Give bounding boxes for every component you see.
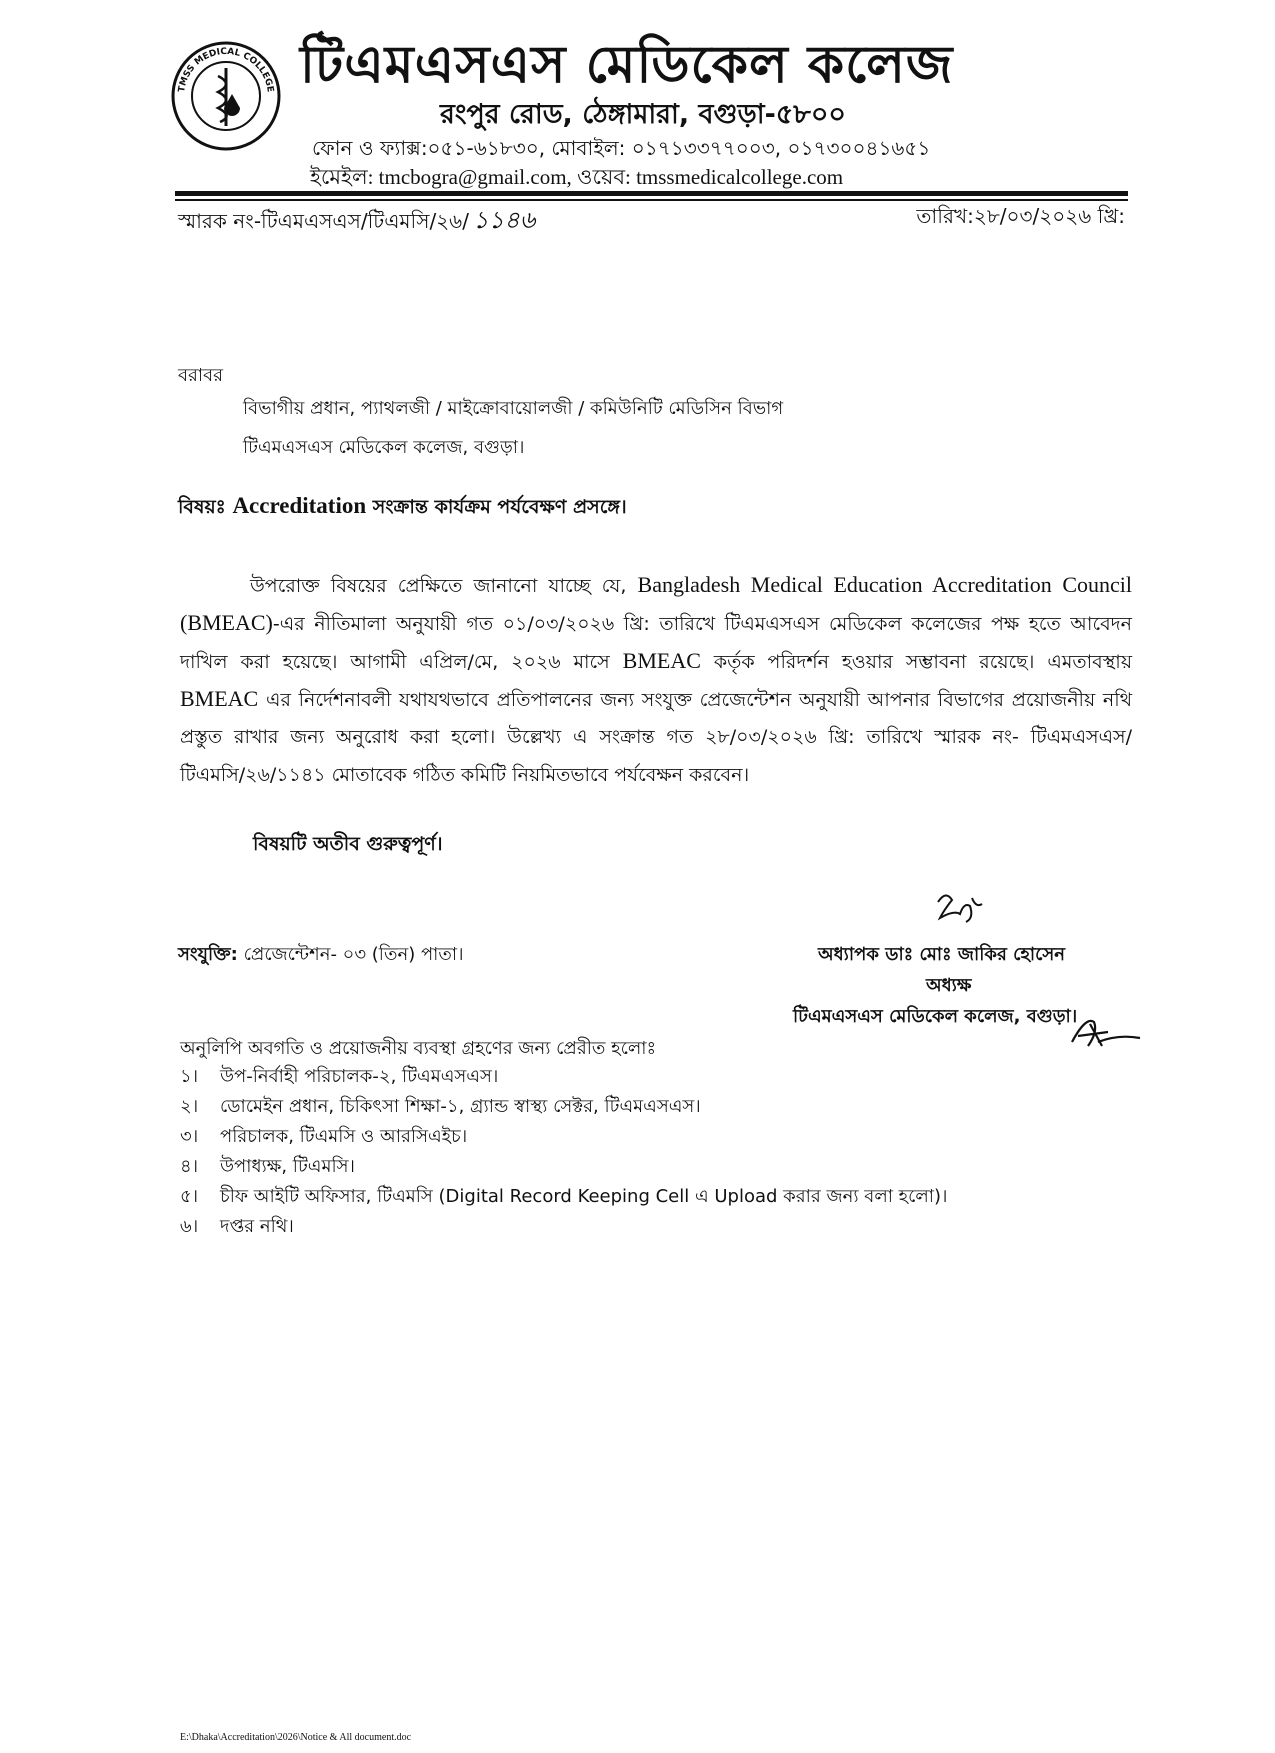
cc-item-text: চীফ আইটি অফিসার, টিএমসি (Digital Record Keeping Cell এ Upload করার জন্য বলা হলো)। — [220, 1186, 948, 1207]
body-paragraph — [180, 566, 1132, 794]
body-text: প্রস্তুত রাখার জন্য অনুরোধ করা হলো। উল্লেখ্য এ সংক্রান্ত গত ২৮/০৩/২০২৬ খ্রি: তারিখে স্মারক নং- টিএমএসএস/ — [180, 726, 1132, 748]
body-text: -এর নীতিমালা অনুযায়ী গত ০১/০৩/২০২৬ খ্রি: তারিখে টিএমএসএস মেডিকেল কলেজের পক্ষ হতে আবেদন — [272, 613, 1132, 635]
recipient-line-1: বিভাগীয় প্রধান, প্যাথলজী / মাইক্রোবায়োলজী / কমিউনিটি মেডিসিন বিভাগ — [243, 398, 784, 419]
cc-item-number: ১। — [180, 1066, 199, 1087]
body-text: এর নির্দেশনাবলী যথাযথভাবে প্রতিপালনের জন্য সংযুক্ত প্রেজেন্টেশন অনুযায়ী আপনার বিভাগের প্রয়োজনীয় নথি — [265, 689, 1132, 711]
header-rule-thick — [175, 191, 1128, 196]
email-web-line: ইমেইল: tmcbogra@gmail.com, ওয়েব: tmssmedicalcollege.com — [310, 165, 844, 189]
importance-note: বিষয়টি অতীব গুরুত্বপূর্ণ। — [253, 833, 443, 855]
signatory-org: টিএমএসএস মেডিকেল কলেজ, বগুড়া। — [793, 1006, 1078, 1027]
cc-item-number: ২। — [180, 1096, 199, 1117]
cc-item — [180, 1152, 947, 1182]
cc-item-text: পরিচালক, টিএমসি ও আরসিএইচ। — [220, 1126, 468, 1147]
signatory-title: অধ্যক্ষ — [926, 975, 972, 996]
college-name: টিএমএসএস মেডিকেল কলেজ — [300, 35, 954, 95]
cc-item-number: ৬। — [180, 1216, 199, 1237]
college-address: রংপুর রোড, ঠেঙ্গামারা, বগুড়া-৫৮০০ — [440, 99, 846, 130]
subject-text: সংক্রান্ত কার্যক্রম পর্যবেক্ষণ প্রসঙ্গে। — [372, 496, 627, 518]
subject-line — [178, 493, 627, 525]
attachment-line — [178, 940, 464, 971]
subject-english: Accreditation — [232, 493, 367, 518]
memo-number — [178, 202, 535, 242]
body-text: দাখিল করা হয়েছে। আগামী এপ্রিল/মে, ২০২৬ মাসে — [180, 651, 610, 673]
subject-label: বিষয়ঃ — [178, 496, 226, 518]
attachment-text: প্রেজেন্টেশন- ০৩ (তিন) পাতা। — [243, 944, 464, 965]
body-text: উপরোক্ত বিষয়ের প্রেক্ষিতে জানানো যাচ্ছে যে, — [250, 575, 627, 597]
cc-item — [180, 1062, 947, 1092]
contact-line: ফোন ও ফ্যাক্স:০৫১-৬১৮৩০, মোবাইল: ০১৭১৩৩৭৭০০৩, ০১৭৩০০৪১৬৫১ — [312, 136, 931, 160]
cc-item — [180, 1212, 947, 1242]
body-text-en: Bangladesh Medical Education Accreditation Council — [637, 572, 1133, 597]
memo-prefix: স্মারক নং-টিএমএসএস/টিএমসি/২৬/ — [178, 209, 469, 233]
cc-item — [180, 1092, 947, 1122]
cc-item — [180, 1122, 947, 1152]
cc-item-text: দপ্তর নথি। — [220, 1216, 294, 1237]
body-text: কর্তৃক পরিদর্শন হওয়ার সম্ভাবনা রয়েছে। এমতাবস্থায় — [713, 651, 1133, 673]
cc-item-number: ৫। — [180, 1186, 199, 1207]
memo-handwritten-number: ১১৪৬ — [472, 206, 536, 234]
body-text-en: (BMEAC) — [180, 610, 273, 635]
cc-heading: অনুলিপি অবগতি ও প্রয়োজনীয় ব্যবস্থা গ্রহণের জন্য প্রেরীত হলোঃ — [180, 1038, 657, 1059]
header-rule-thin — [175, 199, 1128, 201]
body-text-en: BMEAC — [180, 686, 259, 711]
cc-item-text: ডোমেইন প্রধান, চিকিৎসা শিক্ষা-১, গ্র্যান্ড স্বাস্থ্য সেক্টর, টিএমএসএস। — [220, 1096, 701, 1117]
body-line — [180, 604, 1132, 642]
recipient-line-2: টিএমএসএস মেডিকেল কলেজ, বগুড়া। — [243, 437, 525, 458]
cc-list — [180, 1062, 947, 1242]
cc-item — [180, 1182, 947, 1212]
body-line — [180, 718, 1132, 756]
recipient-label: বরাবর — [178, 365, 224, 386]
cc-item-text: উপ-নির্বাহী পরিচালক-২, টিএমএসএস। — [220, 1066, 499, 1087]
cc-item-text: উপাধ্যক্ষ, টিএমসি। — [220, 1156, 355, 1177]
body-line — [180, 680, 1132, 718]
footer-file-path: E:\Dhaka\Accreditation\2026\Notice & All document.doc — [180, 1732, 412, 1743]
initial-mark — [1068, 1012, 1143, 1052]
body-line — [180, 566, 1132, 604]
college-logo — [170, 40, 282, 152]
body-text-en: BMEAC — [622, 648, 701, 673]
memo-date: তারিখ:২৮/০৩/২০২৬ খ্রি: — [916, 204, 1125, 228]
signature-mark — [930, 888, 990, 928]
logo-text: TMSS MEDICAL COLLEGE — [177, 46, 275, 93]
body-text: টিএমসি/২৬/১১৪১ মোতাবেক গঠিত কমিটি নিয়মিতভাবে পর্যবেক্ষন করবেন। — [180, 764, 750, 786]
cc-item-number: ৪। — [180, 1156, 199, 1177]
attachment-label: সংযুক্তি: — [178, 944, 238, 965]
body-line — [180, 756, 1132, 794]
body-line — [180, 642, 1132, 680]
cc-item-number: ৩। — [180, 1126, 199, 1147]
signatory-name: অধ্যাপক ডাঃ মোঃ জাকির হোসেন — [818, 944, 1065, 965]
